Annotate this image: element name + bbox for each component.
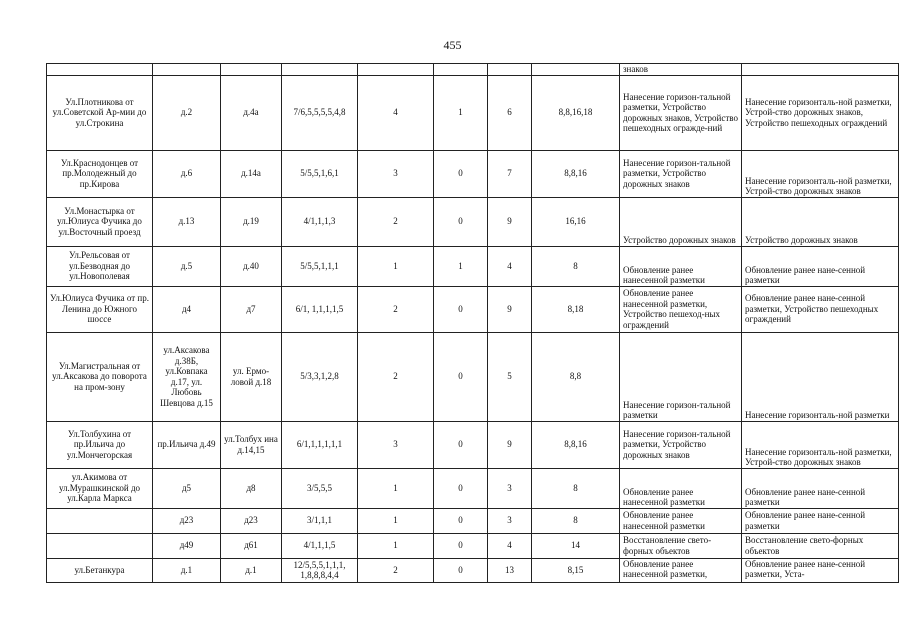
cell-sizes: 8,8,16 bbox=[532, 150, 620, 197]
cell-n3: 7 bbox=[488, 150, 532, 197]
cell-street: ул.Бетанкура bbox=[47, 558, 153, 582]
cell-signs: 5/5,5,1,6,1 bbox=[282, 150, 358, 197]
cell-from: д.13 bbox=[153, 197, 221, 246]
cell-to: д8 bbox=[221, 468, 282, 508]
cell-street: Ул.Магистральная от ул.Аксакова до поворота на пром-зону bbox=[47, 332, 153, 421]
cell-n2: 0 bbox=[434, 150, 488, 197]
cell-work-2: Устройство дорожных знаков bbox=[742, 197, 899, 246]
cell-n1: 1 bbox=[358, 246, 434, 286]
cell-from: д.5 bbox=[153, 246, 221, 286]
cell-work-1: Нанесение горизон-тальной разметки bbox=[620, 332, 742, 421]
cell-work-2: Нанесение горизонталь-ной разметки, Устрой-ство дорожных знаков bbox=[742, 150, 899, 197]
cell-sizes: 8 bbox=[532, 246, 620, 286]
cell-work-2: Нанесение горизонталь-ной разметки bbox=[742, 332, 899, 421]
cell-n2: 0 bbox=[434, 421, 488, 468]
cell-work-1: Нанесение горизон-тальной разметки, Устройство дорожных знаков bbox=[620, 421, 742, 468]
cell-street bbox=[47, 508, 153, 533]
table-row bbox=[47, 508, 899, 533]
cell-from: д4 bbox=[153, 286, 221, 332]
cell-from: д.2 bbox=[153, 75, 221, 150]
cell-sizes: 8,8,16 bbox=[532, 421, 620, 468]
table-row bbox=[47, 332, 899, 421]
table-row bbox=[47, 246, 899, 286]
cell-signs: 4/1,1,1,3 bbox=[282, 197, 358, 246]
cell-to: ул. Ермо-ловой д.18 bbox=[221, 332, 282, 421]
table-row bbox=[47, 286, 899, 332]
cell-n2: 0 bbox=[434, 332, 488, 421]
cell-work-2: Обновление ранее нане-сенной разметки, Уста- bbox=[742, 558, 899, 582]
cell-n1: 2 bbox=[358, 558, 434, 582]
cell-n2: 0 bbox=[434, 286, 488, 332]
cell-signs: 5/5,5,1,1,1 bbox=[282, 246, 358, 286]
cell-sizes: 8 bbox=[532, 508, 620, 533]
cell-street: ул.Акимова от ул.Мурашкинской до ул.Карла Маркса bbox=[47, 468, 153, 508]
cell-to: д.19 bbox=[221, 197, 282, 246]
cell-n1: 4 bbox=[358, 75, 434, 150]
cell-from: д23 bbox=[153, 508, 221, 533]
cell-work-1: Нанесение горизон-тальной разметки, Устройство дорожных знаков bbox=[620, 150, 742, 197]
cell-n3: 9 bbox=[488, 421, 532, 468]
cell-sizes: 8 bbox=[532, 468, 620, 508]
cell-street: Ул.Толбухина от пр.Ильича до ул.Мончегорская bbox=[47, 421, 153, 468]
cell-to: д.40 bbox=[221, 246, 282, 286]
cell-work-1: Обновление ранее нанесенной разметки, bbox=[620, 558, 742, 582]
cell-work-1: Восстановление свето-форных объектов bbox=[620, 533, 742, 558]
cell-from: ул.Аксакова д.38Б, ул.Ковпака д.17, ул. Любовь Шевцова д.15 bbox=[153, 332, 221, 421]
cell-to: д23 bbox=[221, 508, 282, 533]
cell-n2: 0 bbox=[434, 468, 488, 508]
cell-signs: 4/1,1,1,5 bbox=[282, 533, 358, 558]
table-row bbox=[47, 468, 899, 508]
cell-from: д.1 bbox=[153, 558, 221, 582]
cell-work-2: Обновление ранее нане-сенной разметки bbox=[742, 508, 899, 533]
cell-sizes: 8,8 bbox=[532, 332, 620, 421]
cell-n1: 3 bbox=[358, 150, 434, 197]
cell-n3: 9 bbox=[488, 197, 532, 246]
cell-work-2: Восстановление свето-форных объектов bbox=[742, 533, 899, 558]
cell-to: д.4а bbox=[221, 75, 282, 150]
cell-n3: 5 bbox=[488, 332, 532, 421]
cell-work-1: Нанесение горизон-тальной разметки, Устройство дорожных знаков, Устройство пешеходных огражде-ний bbox=[620, 75, 742, 150]
cell-work-2: Обновление ранее нане-сенной разметки bbox=[742, 468, 899, 508]
cell-signs: 3/5,5,5 bbox=[282, 468, 358, 508]
cell-sizes: 16,16 bbox=[532, 197, 620, 246]
cell-sizes: 8,15 bbox=[532, 558, 620, 582]
table-row bbox=[47, 533, 899, 558]
cell-street: Ул.Краснодонцев от пр.Молодежный до пр.Кирова bbox=[47, 150, 153, 197]
cell-n1: 1 bbox=[358, 533, 434, 558]
cell-signs: 12/5,5,5,1,1,1, 1,8,8,8,4,4 bbox=[282, 558, 358, 582]
cell-sizes: 8,8,16,18 bbox=[532, 75, 620, 150]
cell-n3: 6 bbox=[488, 75, 532, 150]
cell-n2: 1 bbox=[434, 246, 488, 286]
cell-work-2: Обновление ранее нане-сенной разметки, Устройство пешеходных ограждений bbox=[742, 286, 899, 332]
cell-n2: 0 bbox=[434, 558, 488, 582]
table-row bbox=[47, 150, 899, 197]
cell-n1: 1 bbox=[358, 468, 434, 508]
table-row bbox=[47, 197, 899, 246]
cell-n2: 0 bbox=[434, 508, 488, 533]
cell-n3: 9 bbox=[488, 286, 532, 332]
cell-n3: 13 bbox=[488, 558, 532, 582]
cell-signs: 3/1,1,1 bbox=[282, 508, 358, 533]
cell-work-1: Обновление ранее нанесенной разметки bbox=[620, 468, 742, 508]
cell-work-1: Обновление ранее нанесенной разметки bbox=[620, 246, 742, 286]
cell-sizes: 8,18 bbox=[532, 286, 620, 332]
cell-street: Ул.Юлиуса Фучика от пр. Ленина до Южного шоссе bbox=[47, 286, 153, 332]
cell-n2: 0 bbox=[434, 533, 488, 558]
cell-street: Ул.Плотникова от ул.Советской Ар-мии до ул.Строкина bbox=[47, 75, 153, 150]
cell-signs: 5/3,3,1,2,8 bbox=[282, 332, 358, 421]
cell-work-1: Обновление ранее нанесенной разметки bbox=[620, 508, 742, 533]
cell-street: Ул.Монастырка от ул.Юлиуса Фучика до ул.Восточный проезд bbox=[47, 197, 153, 246]
cell-from: д5 bbox=[153, 468, 221, 508]
cell-to: д.1 bbox=[221, 558, 282, 582]
cell-street: Ул.Рельсовая от ул.Безводная до ул.Новополевая bbox=[47, 246, 153, 286]
cell-n1: 3 bbox=[358, 421, 434, 468]
cell-continued-text: знаков bbox=[620, 64, 742, 76]
cell-n1: 2 bbox=[358, 197, 434, 246]
cell-from: пр.Ильича д.49 bbox=[153, 421, 221, 468]
cell-n3: 4 bbox=[488, 246, 532, 286]
cell-work-2: Обновление ранее нане-сенной разметки bbox=[742, 246, 899, 286]
cell-n3: 3 bbox=[488, 468, 532, 508]
page-number: 455 bbox=[443, 38, 462, 52]
cell-to: д7 bbox=[221, 286, 282, 332]
cell-from: д49 bbox=[153, 533, 221, 558]
cell-n1: 1 bbox=[358, 508, 434, 533]
cell-to: д.14а bbox=[221, 150, 282, 197]
table-row bbox=[47, 558, 899, 582]
cell-sizes: 14 bbox=[532, 533, 620, 558]
cell-street bbox=[47, 533, 153, 558]
cell-to: ул.Толбух ина д.14,15 bbox=[221, 421, 282, 468]
table-row bbox=[47, 421, 899, 468]
cell-n2: 1 bbox=[434, 75, 488, 150]
cell-n3: 3 bbox=[488, 508, 532, 533]
cell-to: д61 bbox=[221, 533, 282, 558]
cell-n1: 2 bbox=[358, 286, 434, 332]
cell-work-2: Нанесение горизонталь-ной разметки, Устрой-ство дорожных знаков bbox=[742, 421, 899, 468]
cell-work-2: Нанесение горизонталь-ной разметки, Устрой-ство дорожных знаков, Устройство пешеходных ограждений bbox=[742, 75, 899, 150]
cell-from: д.6 bbox=[153, 150, 221, 197]
cell-signs: 6/1, 1,1,1,1,5 bbox=[282, 286, 358, 332]
table-row bbox=[47, 75, 899, 150]
cell-signs: 6/1,1,1,1,1,1 bbox=[282, 421, 358, 468]
cell-n2: 0 bbox=[434, 197, 488, 246]
road-works-table bbox=[46, 63, 899, 583]
cell-signs: 7/6,5,5,5,5,4,8 bbox=[282, 75, 358, 150]
cell-n3: 4 bbox=[488, 533, 532, 558]
table-row-header-continuation bbox=[47, 64, 899, 76]
cell-n1: 2 bbox=[358, 332, 434, 421]
cell-work-1: Устройство дорожных знаков bbox=[620, 197, 742, 246]
cell-work-1: Обновление ранее нанесенной разметки, Устройство пешеход-ных ограждений bbox=[620, 286, 742, 332]
